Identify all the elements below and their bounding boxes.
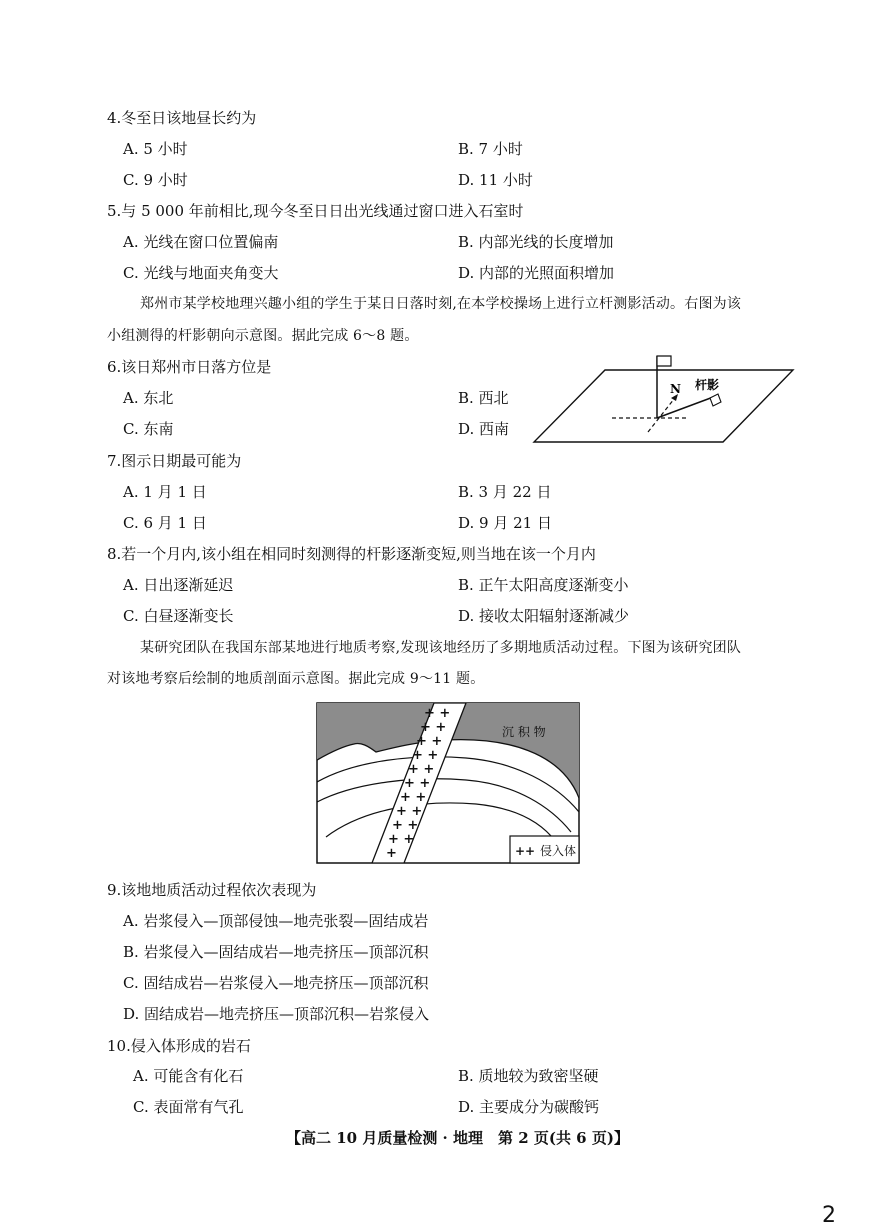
question-7-option-a: A. 1 月 1 日 [123,483,207,501]
svg-text:+ +: + + [392,818,419,833]
legend-label: 侵入体 [540,844,577,858]
question-10-option-c: C. 表面常有气孔 [133,1098,244,1116]
question-8-stem: 8.若一个月内,该小组在相同时刻测得的杆影逐渐变短,则当地在该一个月内 [107,545,596,563]
question-4-option-c: C. 9 小时 [123,171,188,189]
intro-6-8-line1: 郑州市某学校地理兴趣小组的学生于某日日落时刻,在本学校操场上进行立杆测影活动。右图为该 [140,296,742,312]
intro-9-11-line2: 对该地考察后绘制的地质剖面示意图。据此完成 9～11 题。 [107,671,485,687]
svg-text:+: + [386,846,397,861]
intro-9-11-line1: 某研究团队在我国东部某地进行地质考察,发现该地经历了多期地质活动过程。下图为该研究团队 [140,640,742,656]
ground-plane [534,370,793,442]
sediment-label: 沉 积 物 [502,725,546,739]
question-9-option-a: A. 岩浆侵入—顶部侵蚀—地壳张裂—固结成岩 [123,912,429,930]
question-4-option-b: B. 7 小时 [458,140,523,158]
question-8-option-d: D. 接收太阳辐射逐渐减少 [458,607,630,625]
question-7-option-d: D. 9 月 21 日 [458,514,552,532]
svg-text:+ +: + + [400,790,427,805]
question-6-stem: 6.该日郑州市日落方位是 [107,358,272,376]
question-10-option-d: D. 主要成分为碳酸钙 [458,1098,600,1116]
question-10-option-b: B. 质地较为致密坚硬 [458,1067,599,1085]
svg-text:+ +: + + [388,832,415,847]
shadow-flag-icon [710,394,721,406]
pole-flag-icon [657,356,671,366]
question-7-option-b: B. 3 月 22 日 [458,483,552,501]
pole-shadow-figure [530,350,800,450]
shadow-label: 杆影 [695,378,720,392]
pole-shadow [657,396,716,418]
question-4-option-d: D. 11 小时 [458,171,533,189]
question-10-stem: 10.侵入体形成的岩石 [107,1037,251,1055]
geologic-section-figure [316,702,580,864]
question-5-option-d: D. 内部的光照面积增加 [458,264,615,282]
legend-symbol: ++ [515,844,536,858]
svg-text:+ +: + + [412,748,439,763]
question-6-option-d: D. 西南 [458,420,510,438]
svg-text:+ +: + + [396,804,423,819]
question-8-option-b: B. 正午太阳高度逐渐变小 [458,576,629,594]
svg-text:+ +: + + [424,706,451,721]
intro-6-8-line2: 小组测得的杆影朝向示意图。据此完成 6～8 题。 [107,328,419,344]
question-7-stem: 7.图示日期最可能为 [107,452,242,470]
question-9-option-c: C. 固结成岩—岩浆侵入—地壳挤压—顶部沉积 [123,974,429,992]
question-7-option-c: C. 6 月 1 日 [123,514,207,532]
question-9-option-d: D. 固结成岩—地壳挤压—顶部沉积—岩浆侵入 [123,1005,430,1023]
question-9-stem: 9.该地地质活动过程依次表现为 [107,881,317,899]
question-6-option-a: A. 东北 [123,389,174,407]
question-4-stem: 4.冬至日该地昼长约为 [107,109,257,127]
page-footer: 【高二 10 月质量检测 · 地理 第 2 页(共 6 页)】 [286,1129,629,1147]
question-6-option-b: B. 西北 [458,389,509,407]
svg-text:+ +: + + [416,734,443,749]
svg-text:+ +: + + [408,762,435,777]
question-8-option-c: C. 白昼逐渐变长 [123,607,234,625]
north-south-line [648,394,678,432]
question-6-option-c: C. 东南 [123,420,174,438]
question-5-option-a: A. 光线在窗口位置偏南 [123,233,279,251]
svg-text:+ +: + + [420,720,447,735]
question-5-option-b: B. 内部光线的长度增加 [458,233,614,251]
question-9-option-b: B. 岩浆侵入—固结成岩—地壳挤压—顶部沉积 [123,943,429,961]
question-4-option-a: A. 5 小时 [123,140,188,158]
north-label: N [670,382,681,396]
question-5-stem: 5.与 5 000 年前相比,现今冬至日日出光线通过窗口进入石室时 [107,202,524,220]
question-8-option-a: A. 日出逐渐延迟 [123,576,234,594]
question-10-option-a: A. 可能含有化石 [133,1067,244,1085]
page-number: 2 [822,1203,836,1228]
svg-text:+ +: + + [404,776,431,791]
question-5-option-c: C. 光线与地面夹角变大 [123,264,279,282]
